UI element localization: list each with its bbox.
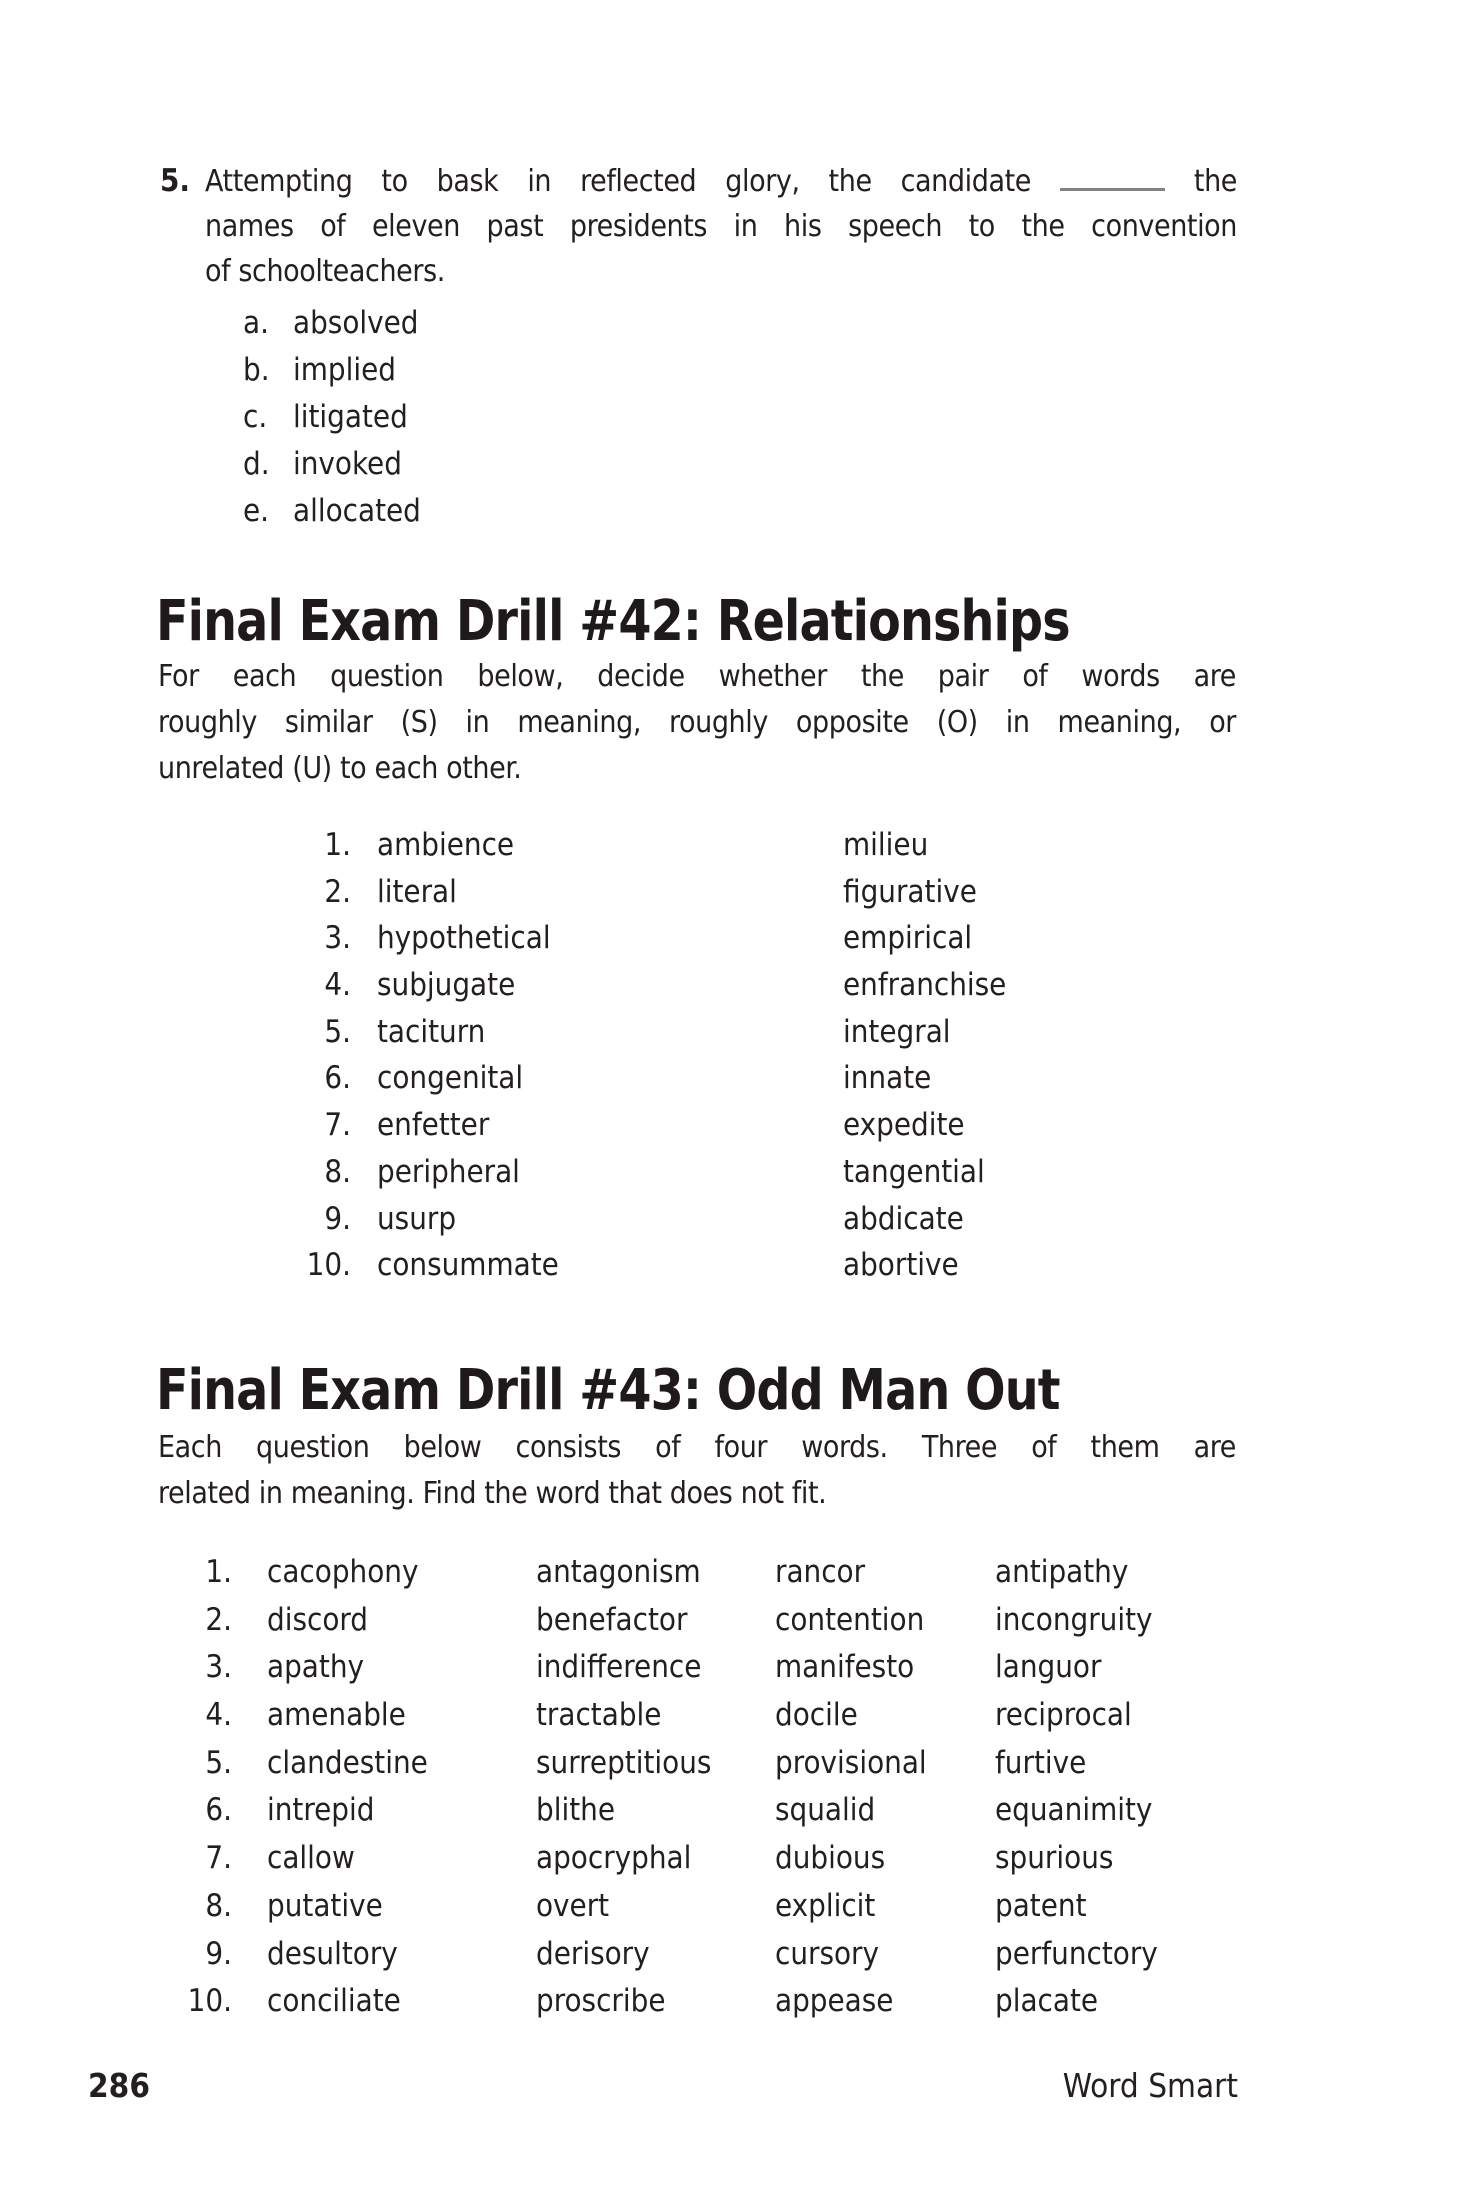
pair-left-word: hypothetical	[377, 920, 551, 957]
row-word: proscribe	[536, 1983, 666, 2020]
pair-right-word: expedite	[843, 1107, 965, 1144]
pair-right-word: abortive	[843, 1247, 959, 1284]
drill-43-word-table	[0, 1549, 1459, 2026]
answer-options	[243, 300, 421, 535]
option-letter: b.	[243, 352, 270, 388]
word-pair-row	[0, 1009, 1459, 1056]
odd-man-out-row	[0, 1692, 1459, 1740]
row-word: antipathy	[995, 1554, 1129, 1590]
row-word: antagonism	[536, 1554, 701, 1590]
drill-42-heading: Final Exam Drill #42: Relationships	[156, 589, 1070, 654]
instructions-line: unrelated (U) to each other.	[158, 751, 522, 786]
drill-42-instructions	[158, 654, 1236, 792]
row-number: 10.	[187, 1983, 232, 2020]
row-number: 7.	[205, 1840, 232, 1877]
option-b	[243, 347, 421, 394]
row-word: callow	[267, 1840, 355, 1877]
pair-left-word: literal	[377, 873, 457, 910]
instructions-line: For each question below, decide whether the pair of words are	[158, 659, 1236, 694]
row-word: incongruity	[995, 1601, 1153, 1638]
question-text	[205, 159, 1237, 294]
option-text: litigated	[293, 399, 408, 435]
pair-left-word: enfetter	[377, 1107, 490, 1144]
fill-in-blank	[1060, 188, 1165, 191]
row-word: apathy	[267, 1649, 364, 1686]
pair-right-word: figurative	[843, 873, 977, 910]
row-word: provisional	[775, 1744, 927, 1781]
pair-left-word: subjugate	[377, 967, 516, 1004]
odd-man-out-row	[0, 1549, 1459, 1597]
pair-right-word: enfranchise	[843, 967, 1007, 1004]
option-letter: a.	[243, 305, 269, 341]
option-text: invoked	[293, 446, 402, 482]
option-text: allocated	[293, 493, 421, 529]
pair-left-word: congenital	[377, 1060, 524, 1097]
row-word: manifesto	[775, 1649, 915, 1686]
row-word: patent	[995, 1887, 1087, 1924]
row-number: 2.	[205, 1601, 232, 1638]
pair-left-word: ambience	[377, 827, 515, 863]
odd-man-out-row	[0, 1644, 1459, 1692]
drill-43-heading: Final Exam Drill #43: Odd Man Out	[156, 1358, 1060, 1423]
odd-man-out-row	[0, 1978, 1459, 2026]
odd-man-out-row	[0, 1740, 1459, 1788]
row-number: 6.	[205, 1792, 232, 1829]
pair-number: 2.	[324, 873, 351, 910]
row-word: cursory	[775, 1935, 880, 1972]
row-word: dubious	[775, 1840, 886, 1877]
pair-right-word: milieu	[843, 827, 929, 863]
row-word: docile	[775, 1697, 858, 1734]
pair-right-word: abdicate	[843, 1200, 964, 1237]
pair-number: 8.	[324, 1153, 351, 1190]
row-word: intrepid	[267, 1792, 375, 1829]
instructions-line: Each question below consists of four words. Three of them are	[158, 1430, 1236, 1465]
row-word: amenable	[267, 1697, 406, 1734]
row-word: furtive	[995, 1744, 1087, 1781]
row-word: clandestine	[267, 1744, 428, 1781]
row-word: cacophony	[267, 1554, 419, 1590]
row-number: 5.	[205, 1744, 232, 1781]
instructions-line: roughly similar (S) in meaning, roughly opposite (O) in meaning, or	[158, 705, 1236, 740]
pair-number: 10.	[306, 1247, 351, 1284]
pair-left-word: usurp	[377, 1200, 457, 1237]
question-line-2: names of eleven past presidents in his speech to the convention	[205, 209, 1237, 244]
pair-left-word: consummate	[377, 1247, 559, 1284]
question-line-1	[205, 159, 1237, 204]
pair-number: 7.	[324, 1107, 351, 1144]
odd-man-out-row	[0, 1931, 1459, 1979]
pair-right-word: tangential	[843, 1153, 985, 1190]
pair-right-word: integral	[843, 1013, 951, 1050]
word-pair-row	[0, 1149, 1459, 1196]
row-word: putative	[267, 1887, 383, 1924]
row-word: surreptitious	[536, 1744, 712, 1781]
row-word: apocryphal	[536, 1840, 692, 1877]
row-number: 8.	[205, 1887, 232, 1924]
pair-right-word: empirical	[843, 920, 973, 957]
word-pair-row	[0, 915, 1459, 962]
page-number: 286	[88, 2066, 150, 2105]
word-pair-row	[0, 1242, 1459, 1289]
row-word: indifference	[536, 1649, 702, 1686]
row-number: 3.	[205, 1649, 232, 1686]
option-text: absolved	[293, 305, 419, 341]
odd-man-out-row	[0, 1787, 1459, 1835]
option-letter: d.	[243, 446, 270, 482]
row-word: explicit	[775, 1887, 876, 1924]
row-word: rancor	[775, 1554, 866, 1590]
row-word: blithe	[536, 1792, 615, 1829]
option-letter: c.	[243, 399, 268, 435]
question-line-1-before-blank: Attempting to bask in reflected glory, the candidate	[205, 164, 1031, 199]
row-word: conciliate	[267, 1983, 401, 2020]
option-text: implied	[293, 352, 397, 388]
word-pair-row	[0, 869, 1459, 916]
row-word: derisory	[536, 1935, 650, 1972]
instructions-line: related in meaning. Find the word that does not fit.	[158, 1476, 827, 1511]
row-word: contention	[775, 1601, 925, 1638]
row-word: equanimity	[995, 1792, 1153, 1829]
row-word: appease	[775, 1983, 894, 2020]
word-pair-row	[0, 962, 1459, 1009]
word-pair-row	[0, 1196, 1459, 1243]
drill-43-instructions	[158, 1425, 1236, 1517]
drill-42-word-pairs	[0, 822, 1459, 1289]
word-pair-row	[0, 822, 1459, 869]
row-number: 4.	[205, 1697, 232, 1734]
row-word: overt	[536, 1887, 610, 1924]
row-word: benefactor	[536, 1601, 688, 1638]
row-number: 9.	[205, 1935, 232, 1972]
pair-left-word: peripheral	[377, 1153, 520, 1190]
pair-number: 9.	[324, 1200, 351, 1237]
row-number: 1.	[205, 1554, 232, 1590]
option-letter: e.	[243, 493, 270, 529]
option-a	[243, 300, 421, 347]
question-line-1-after-blank: the	[1193, 164, 1238, 199]
row-word: tractable	[536, 1697, 662, 1734]
option-d	[243, 441, 421, 488]
word-pair-row	[0, 1102, 1459, 1149]
pair-right-word: innate	[843, 1060, 932, 1097]
row-word: desultory	[267, 1935, 398, 1972]
row-word: discord	[267, 1601, 369, 1638]
question-line-3: of schoolteachers.	[205, 254, 445, 289]
pair-number: 5.	[324, 1013, 351, 1050]
row-word: squalid	[775, 1792, 876, 1829]
word-pair-row	[0, 1055, 1459, 1102]
pair-left-word: taciturn	[377, 1013, 486, 1050]
pair-number: 1.	[324, 827, 351, 863]
row-word: spurious	[995, 1840, 1114, 1877]
row-word: reciprocal	[995, 1697, 1132, 1734]
pair-number: 3.	[324, 920, 351, 957]
book-title: Word Smart	[1062, 2066, 1238, 2105]
row-word: languor	[995, 1649, 1102, 1686]
odd-man-out-row	[0, 1883, 1459, 1931]
pair-number: 6.	[324, 1060, 351, 1097]
option-c	[243, 394, 421, 441]
row-word: placate	[995, 1983, 1099, 2020]
row-word: perfunctory	[995, 1935, 1158, 1972]
question-number: 5.	[160, 163, 191, 199]
option-e	[243, 488, 421, 535]
odd-man-out-row	[0, 1835, 1459, 1883]
pair-number: 4.	[324, 967, 351, 1004]
odd-man-out-row	[0, 1597, 1459, 1645]
